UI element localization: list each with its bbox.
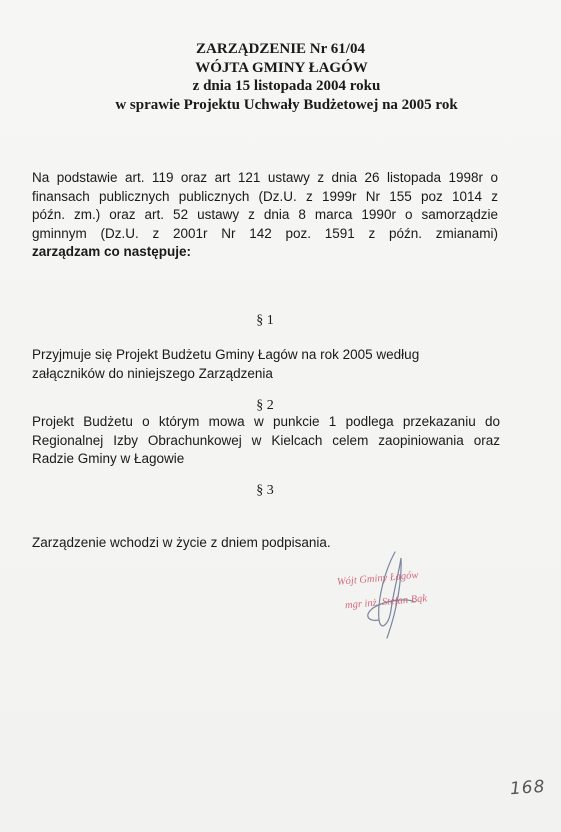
document-date: z dnia 15 listopada 2004 roku <box>192 78 381 94</box>
section-1-line: załączników do niniejszego Zarządzenia <box>32 365 273 381</box>
legal-basis-line: finansach publicznych publicznych (Dz.U. z 1999r Nr 155 poz 1014 z <box>32 188 498 204</box>
handwritten-page-number: 168 <box>509 776 547 800</box>
ordering-phrase: zarządzam co następuje: <box>32 244 192 260</box>
issuer-title: WÓJTA GMINY ŁAGÓW <box>195 59 368 76</box>
section-mark-3: § 3 <box>256 483 274 498</box>
section-1-text <box>32 346 452 383</box>
stamp-line-title: Wójt Gminy Łagów <box>336 569 419 588</box>
official-stamp <box>336 563 428 619</box>
legal-basis-line: Na podstawie art. 119 oraz art 121 ustawy z dnia 26 listopada 1998r o <box>32 170 498 185</box>
section-mark-2: § 2 <box>256 398 274 413</box>
section-2-text <box>32 413 500 469</box>
section-3-text: Zarządzenie wchodzi w życie z dniem podpisania. <box>32 535 331 550</box>
section-mark-1: § 1 <box>256 313 274 328</box>
document-header <box>0 40 561 114</box>
legal-basis-paragraph <box>32 169 498 262</box>
section-1-line: Przyjmuje się Projekt Budżetu Gminy Łagów na rok 2005 według <box>32 347 420 362</box>
document-title: ZARZĄDZENIE Nr 61/04 <box>196 41 365 57</box>
stamp-line-name: mgr inż. Stefan Bąk <box>344 593 428 612</box>
document-subject: w sprawie Projektu Uchwały Budżetowej na 2005 rok <box>115 96 458 113</box>
section-2-line: Radzie Gminy w Łagowie <box>32 451 185 467</box>
section-2-line: Projekt Budżetu o którym mowa w punkcie 1 podlega przekazaniu do <box>32 414 500 429</box>
legal-basis-line: gminnym (Dz.U. z 2001r Nr 142 poz. 1591 z późn. zmianami) <box>32 225 498 241</box>
legal-basis-line: późn. zm.) oraz art. 52 ustawy z dnia 8 marca 1990r o samorządzie <box>32 207 498 223</box>
section-2-line: Regionalnej Izby Obrachunkowej w Kielcach celem zaopiniowania oraz <box>32 432 500 448</box>
